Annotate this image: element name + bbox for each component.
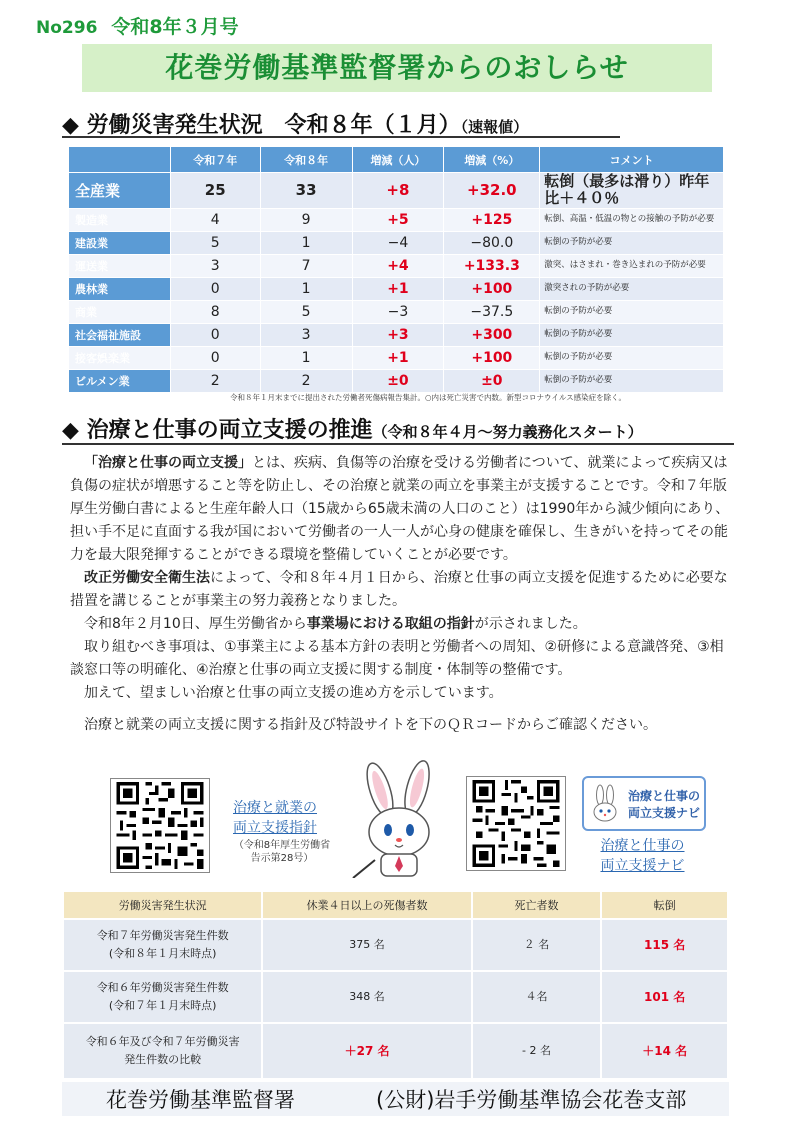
paragraph-text: 治療と就業の両立支援に関する指針及び特設サイトを下のＱＲコードからご確認ください。 [84, 717, 658, 733]
navi-logo-line: 治療と仕事の [627, 789, 700, 803]
column-header: 転倒 [601, 891, 728, 919]
column-header: 令和７年 [170, 147, 260, 173]
cell-comment: 転倒、高温・低温の物との接触の予防が必要 [540, 208, 724, 231]
paragraph-text: 令和8年２月10日、厚生労働省から [84, 616, 307, 632]
industry-label: 製造業 [69, 208, 171, 231]
table-header-row [69, 147, 724, 173]
bold-term: 「治療と仕事の両立支援」 [84, 455, 252, 471]
cell-r7: 0 [170, 346, 260, 369]
cell-r8: 33 [260, 173, 352, 209]
cell-r7: 25 [170, 173, 260, 209]
paragraph-text: 加えて、望ましい治療と仕事の両立支援の進め方を示しています。 [84, 685, 503, 701]
diamond-bullet-icon: ◆ [62, 418, 79, 443]
cell-comment: 転倒の予防が必要 [540, 231, 724, 254]
row-label [63, 919, 262, 971]
summary-table [62, 890, 729, 1080]
cell-comment: 激突、はさまれ・巻き込まれの予防が必要 [540, 254, 724, 277]
cell-injured: 375 名 [262, 919, 471, 971]
column-header: 増減（人） [352, 147, 444, 173]
table-row [69, 254, 724, 277]
cell-injured: ＋27 名 [262, 1023, 471, 1079]
table-row [69, 208, 724, 231]
industry-label: 社会福祉施設 [69, 323, 171, 346]
issue-number: No296 [36, 18, 98, 38]
cell-comment: 転倒の予防が必要 [540, 346, 724, 369]
guideline-link[interactable] [220, 798, 330, 838]
cell-r7: 4 [170, 208, 260, 231]
table-row [69, 369, 724, 392]
row-label-line: 発生件数の比較 [124, 1053, 202, 1066]
table-row [69, 300, 724, 323]
row-label [63, 1023, 262, 1079]
cell-r8: 1 [260, 231, 352, 254]
cell-r8: 1 [260, 346, 352, 369]
table-row [63, 919, 728, 971]
paragraph-text: によって、令和８年４月１日から、治療と仕事の両立支援を促進するために必要な措置を講じることが事業主の努力義務となりました。 [70, 570, 728, 609]
cell-diff: +4 [352, 254, 444, 277]
cell-pct: +133.3 [444, 254, 540, 277]
cell-falls: 115 名 [601, 919, 728, 971]
qr-code-icon[interactable] [466, 776, 566, 871]
table-row [69, 323, 724, 346]
cell-pct: −80.0 [444, 231, 540, 254]
column-header: 令和８年 [260, 147, 352, 173]
cell-deaths: ２ 名 [472, 919, 602, 971]
column-header: 休業４日以上の死傷者数 [262, 891, 471, 919]
footer-office: 花巻労働基準監督署 [106, 1088, 295, 1112]
link-text[interactable]: 両立支援指針 [233, 820, 317, 836]
table-row [63, 1023, 728, 1079]
cell-diff: +1 [352, 277, 444, 300]
guideline-note: （令和8年厚生労働省告示第28号） [233, 840, 331, 864]
accident-stats-table [68, 146, 724, 393]
paragraph [70, 682, 730, 705]
cell-pct: +100 [444, 346, 540, 369]
table-row [69, 346, 724, 369]
section-title-note: （速報値） [460, 118, 529, 136]
link-text[interactable]: 治療と就業の [233, 800, 317, 816]
cell-r7: 5 [170, 231, 260, 254]
cell-r7: 2 [170, 369, 260, 392]
paragraph [70, 452, 730, 567]
cell-pct: +32.0 [444, 173, 540, 209]
cell-pct: +300 [444, 323, 540, 346]
paragraph [70, 636, 730, 682]
navi-logo-line: 両立支援ナビ [627, 806, 700, 820]
table-row [69, 231, 724, 254]
paragraph-text: 取り組むべき事項は、①事業主による基本方針の表明と労働者への周知、②研修による意識啓発、③相談窓口等の明確化、④治療と仕事の両立支援に関する制度・体制等の整備です。 [70, 639, 724, 678]
navi-site-link[interactable] [585, 836, 700, 876]
row-label-line: 令和７年労働災害発生件数 [96, 929, 229, 942]
cell-comment: 転倒（最多は滑り）昨年比＋４０％ [540, 173, 724, 209]
issue-date: 令和8年３月号 [111, 16, 239, 38]
link-text[interactable]: 治療と仕事の [600, 838, 685, 854]
section-title: 治療と仕事の両立支援の推進 [86, 418, 373, 443]
cell-diff: +3 [352, 323, 444, 346]
cell-diff: −4 [352, 231, 444, 254]
industry-label: 運送業 [69, 254, 171, 277]
cell-r7: 0 [170, 277, 260, 300]
table-row [69, 277, 724, 300]
row-label-line: 令和６年及び令和７年労働災害 [85, 1035, 240, 1048]
cell-deaths: ４名 [472, 971, 602, 1023]
cell-r7: 3 [170, 254, 260, 277]
cell-r8: 5 [260, 300, 352, 323]
bold-term: 改正労働安全衛生法 [84, 570, 210, 586]
link-text[interactable]: 両立支援ナビ [600, 858, 685, 874]
cell-deaths: - 2 名 [472, 1023, 602, 1079]
cell-r8: 2 [260, 369, 352, 392]
cell-r8: 1 [260, 277, 352, 300]
row-label-line: (令和８年１月末時点) [108, 947, 217, 960]
qr-lead-text [70, 714, 730, 737]
diamond-bullet-icon: ◆ [62, 113, 79, 138]
industry-label: 全産業 [69, 173, 171, 209]
page-title: 花巻労働基準監督署からのおしらせ [165, 51, 629, 84]
cell-diff: +8 [352, 173, 444, 209]
cell-comment: 激突されの予防が必要 [540, 277, 724, 300]
row-label-line: (令和７年１月末時点) [108, 999, 217, 1012]
paragraph [70, 613, 730, 636]
industry-label: 建設業 [69, 231, 171, 254]
paragraph [70, 567, 730, 613]
cell-pct: −37.5 [444, 300, 540, 323]
cell-r8: 9 [260, 208, 352, 231]
cell-r7: 0 [170, 323, 260, 346]
industry-label: ビルメン業 [69, 369, 171, 392]
cell-comment: 転倒の予防が必要 [540, 323, 724, 346]
cell-r7: 8 [170, 300, 260, 323]
title-banner [82, 44, 712, 92]
cell-diff: +1 [352, 346, 444, 369]
section-heading-support [62, 413, 734, 445]
section-heading-accidents [62, 108, 620, 138]
footer [62, 1082, 729, 1116]
cell-diff: +5 [352, 208, 444, 231]
rabbit-mascot-icon [345, 760, 455, 878]
navi-logo-text [622, 788, 706, 822]
cell-falls: ＋14 名 [601, 1023, 728, 1079]
cell-falls: 101 名 [601, 971, 728, 1023]
cell-pct: +125 [444, 208, 540, 231]
issue-header [36, 12, 239, 39]
section-title-note: （令和８年４月～努力義務化スタート） [372, 423, 643, 441]
footer-association: (公財)岩手労働基準協会花巻支部 [376, 1088, 687, 1112]
cell-r8: 3 [260, 323, 352, 346]
column-header: 増減（%） [444, 147, 540, 173]
cell-diff: ±0 [352, 369, 444, 392]
table-row [63, 971, 728, 1023]
row-label [63, 971, 262, 1023]
article-body [70, 452, 730, 737]
paragraph-text: とは、疾病、負傷等の治療を受ける労働者について、就業によって疾病又は負傷の症状が増悪すること等を防止し、その治療と就業の両立を事業主が支援することです。令和７年版厚生労働白書によると生産年齢人口（15歳から65歳未満の人口のこと）は1990年から減少傾向にあり、担い手不足に直面する我が国において労働者の一人一人が心身の健康を確保し、生きがいを持ってその能力を最大限発揮することができる環境を整備していくことが必要です。 [70, 455, 730, 563]
cell-pct: +100 [444, 277, 540, 300]
cell-comment: 転倒の予防が必要 [540, 300, 724, 323]
paragraph-text: が示されました。 [474, 616, 587, 632]
cell-diff: −3 [352, 300, 444, 323]
cell-comment: 転倒の予防が必要 [540, 369, 724, 392]
qr-code-icon[interactable] [110, 778, 210, 873]
column-header: 労働災害発生状況 [63, 891, 262, 919]
column-header: 死亡者数 [472, 891, 602, 919]
row-label-line: 令和６年労働災害発生件数 [96, 981, 229, 994]
table-row [69, 173, 724, 209]
industry-label: 商業 [69, 300, 171, 323]
column-header: コメント [540, 147, 724, 173]
summary-header-row [63, 891, 728, 919]
mini-rabbit-icon [590, 784, 620, 824]
section-title: 労働災害発生状況 令和８年（１月） [86, 113, 461, 138]
cell-injured: 348 名 [262, 971, 471, 1023]
bold-term: 事業場における取組の指針 [306, 616, 475, 632]
industry-label: 農林業 [69, 277, 171, 300]
cell-r8: 7 [260, 254, 352, 277]
cell-pct: ±0 [444, 369, 540, 392]
column-header [69, 147, 171, 173]
industry-label: 接客娯楽業 [69, 346, 171, 369]
table-footnote: 令和８年１月末までに提出された労働者死傷病報告集計。○内は死亡災害で内数。新型コロナウイルス感染症を除く。 [230, 393, 626, 402]
navi-logo-icon[interactable] [582, 776, 706, 831]
